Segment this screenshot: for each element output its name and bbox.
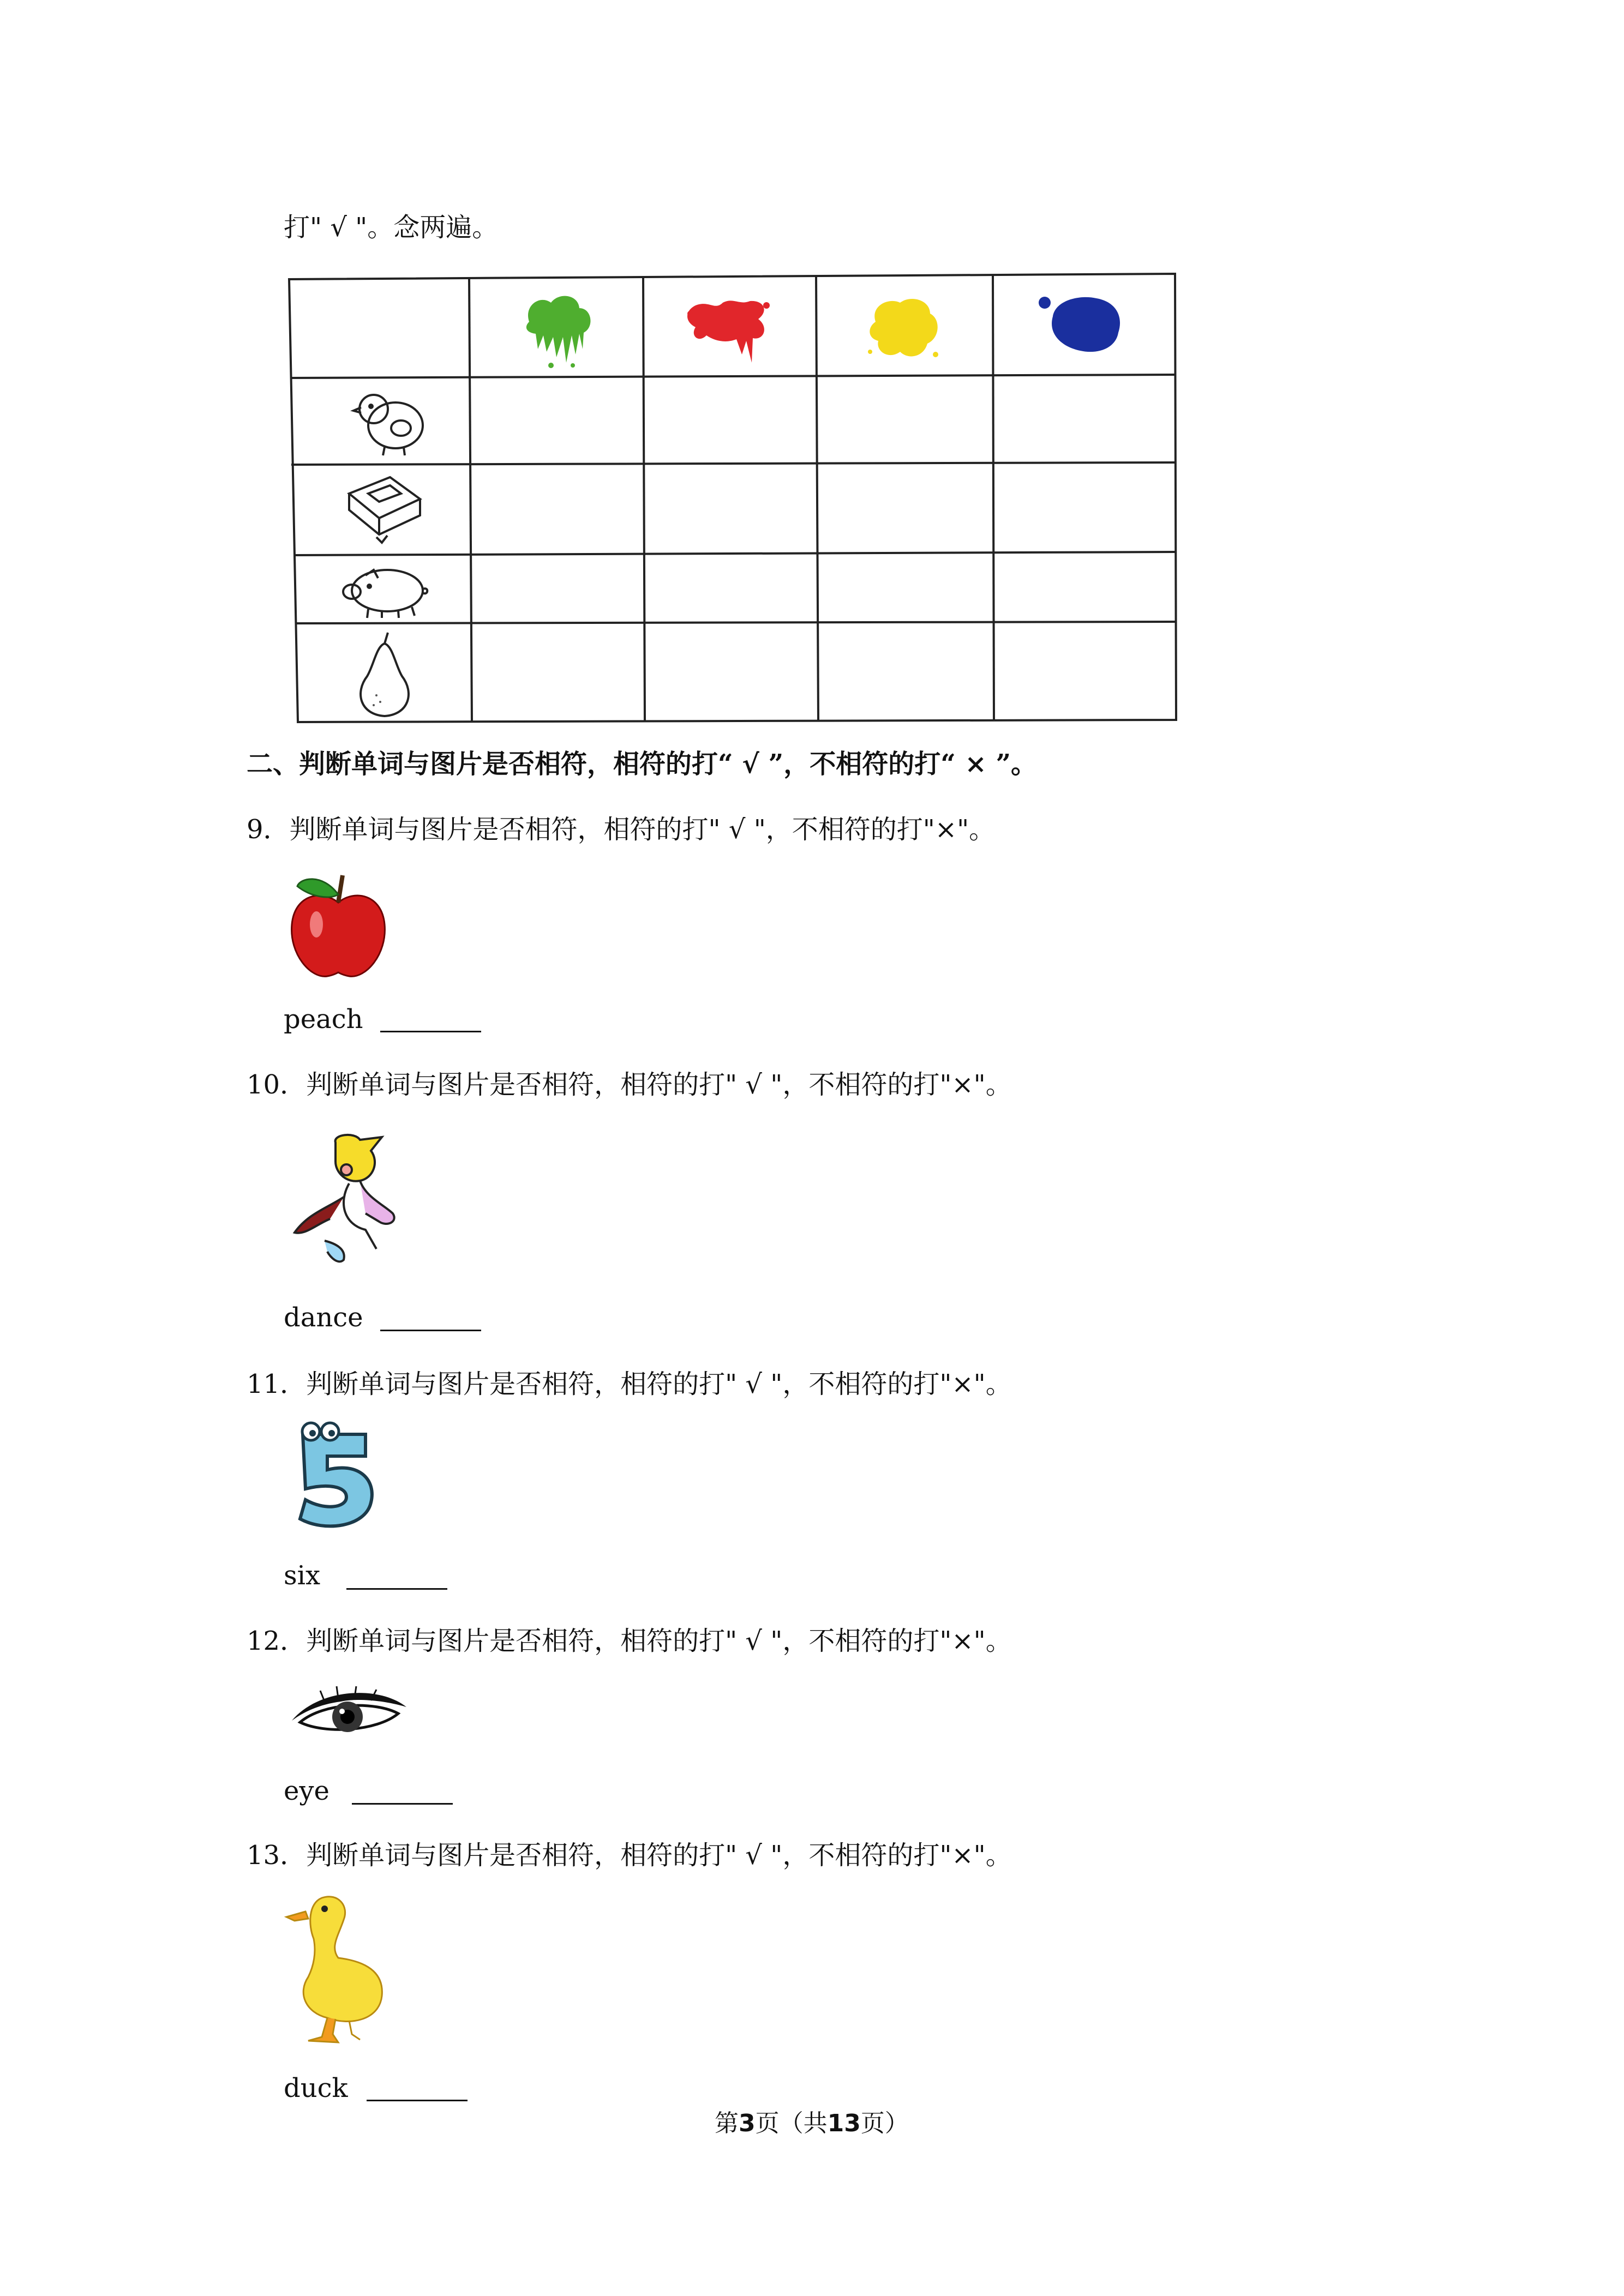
question-text: 判断单词与图片是否相符，相符的打" √ "，不相符的打"×"。 [306,1626,1012,1656]
question-text: 判断单词与图片是否相符，相符的打" √ "，不相符的打"×"。 [289,814,996,845]
red-paint-splash-icon [682,289,775,371]
question-10-answer-blank[interactable] [380,1330,481,1331]
question-12-word: eye [284,1776,329,1806]
question-text: 判断单词与图片是否相符，相符的打" √ "，不相符的打"×"。 [306,1069,1012,1100]
book-icon [338,469,431,545]
question-13-answer-blank[interactable] [367,2100,468,2101]
chick-icon [344,384,431,458]
question-text: 判断单词与图片是否相符，相符的打" √ "，不相符的打"×"。 [306,1840,1012,1871]
question-13-word: duck [284,2073,348,2103]
yellow-paint-splash-icon [859,289,952,371]
question-12-instruction [247,1628,1012,1654]
pig-icon [335,559,434,622]
current-page-number: 3 [739,2109,756,2137]
duck-icon [284,1887,393,2048]
footer-prefix: 第 [715,2109,739,2137]
blue-paint-splash-icon [1034,286,1132,368]
question-9-answer-blank[interactable] [380,1031,481,1032]
question-10-instruction [247,1069,1012,1100]
question-9-word: peach [284,1004,363,1035]
question-11-instruction [247,1371,1012,1397]
question-11-answer-blank[interactable] [346,1588,447,1590]
question-11-word: six [284,1560,321,1591]
green-paint-splash-icon [518,289,600,371]
dancer-icon [284,1132,426,1268]
question-text: 判断单词与图片是否相符，相符的打" √ "，不相符的打"×"。 [306,1369,1012,1399]
question-number: 9． [247,814,290,845]
question-number: 11． [247,1369,307,1399]
eye-icon [286,1680,412,1745]
question-12-answer-blank[interactable] [352,1803,453,1805]
question-number: 12． [247,1626,307,1656]
question-10-word: dance [284,1302,363,1333]
number-five-icon [286,1418,379,1532]
total-page-count: 13 [827,2109,861,2137]
footer-middle: 页（共 [755,2109,828,2137]
color-table [284,267,1178,731]
question-13-instruction [247,1840,1012,1871]
apple-icon [284,864,393,984]
intro-line: 打" √ "。念两遍。 [284,212,499,243]
pear-icon [346,630,423,720]
footer-suffix: 页） [860,2109,909,2137]
page-footer [715,2109,909,2137]
question-9-instruction [247,816,995,843]
question-number: 10． [247,1069,307,1100]
question-number: 13． [247,1840,307,1871]
section-heading: 二、判断单词与图片是否相符，相符的打“ √ ”，不相符的打“ × ”。 [247,749,1038,779]
